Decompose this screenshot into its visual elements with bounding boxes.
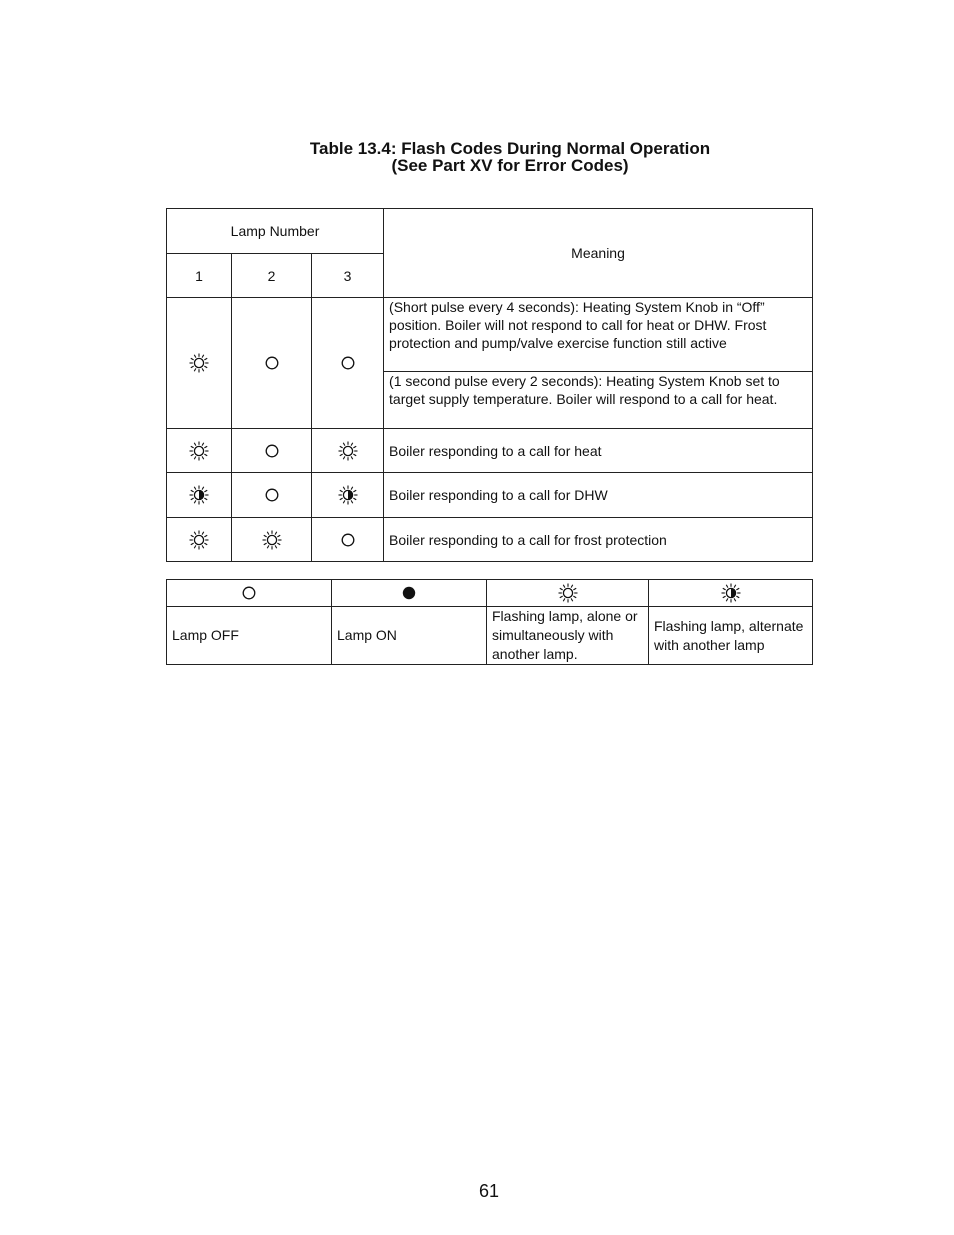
lamp-off-icon xyxy=(337,352,359,374)
flashing-lamp-icon xyxy=(337,440,359,462)
lamp-off-icon xyxy=(261,352,283,374)
legend-label-flashing: Flashing lamp, alone or simultaneously with another lamp. xyxy=(487,607,649,665)
lamp-off-icon xyxy=(261,484,283,506)
row-3-lamp-1 xyxy=(167,473,232,518)
legend-label-on: Lamp ON xyxy=(332,607,487,665)
legend-label-alternate: Flashing lamp, alternate with another lamp xyxy=(649,607,813,665)
row-3-lamp-2 xyxy=(232,473,312,518)
row-1-lamp-3 xyxy=(312,298,384,429)
page-number: 61 xyxy=(478,1181,500,1201)
lamp-off-icon xyxy=(261,440,283,462)
table-title xyxy=(160,140,860,174)
row-4-lamp-1 xyxy=(167,518,232,562)
alternate-flashing-lamp-icon xyxy=(337,484,359,506)
row-2-lamp-1 xyxy=(167,429,232,473)
alternate-flashing-lamp-icon xyxy=(720,582,742,604)
row-2-meaning: Boiler responding to a call for heat xyxy=(384,429,813,473)
legend-symbol-alternate xyxy=(649,580,813,607)
table-title-line-2: (See Part XV for Error Codes) xyxy=(391,156,629,175)
row-2-lamp-2 xyxy=(232,429,312,473)
row-4-meaning: Boiler responding to a call for frost protection xyxy=(384,518,813,562)
flashing-lamp-icon xyxy=(557,582,579,604)
legend-symbol-flashing xyxy=(487,580,649,607)
lamp-number-header: Lamp Number xyxy=(167,209,384,254)
row-1-meaning-a: (Short pulse every 4 seconds): Heating System Knob in “Off” position. Boiler will not respond to call for heat or DHW. Frost protection and pump/valve exercise function still active xyxy=(384,298,813,372)
row-2-lamp-3 xyxy=(312,429,384,473)
lamp-off-icon xyxy=(337,529,359,551)
lamp-on-icon xyxy=(398,582,420,604)
legend-symbol-on xyxy=(332,580,487,607)
row-3-lamp-3 xyxy=(312,473,384,518)
flash-codes-table xyxy=(166,208,813,562)
lamp-off-icon xyxy=(238,582,260,604)
row-4-lamp-3 xyxy=(312,518,384,562)
flashing-lamp-icon xyxy=(188,440,210,462)
row-1-lamp-2 xyxy=(232,298,312,429)
meaning-header: Meaning xyxy=(384,209,813,298)
row-4-lamp-2 xyxy=(232,518,312,562)
row-1-meaning-b: (1 second pulse every 2 seconds): Heating System Knob set to target supply temperature. Boiler will respond to a call for heat. xyxy=(384,372,813,429)
table-title-line-1: Table 13.4: Flash Codes During Normal Operation xyxy=(309,139,711,158)
row-1-lamp-1 xyxy=(167,298,232,429)
alternate-flashing-lamp-icon xyxy=(188,484,210,506)
legend-label-off: Lamp OFF xyxy=(167,607,332,665)
lamp-column-2: 2 xyxy=(232,254,312,298)
flashing-lamp-icon xyxy=(188,529,210,551)
flashing-lamp-icon xyxy=(261,529,283,551)
lamp-column-3: 3 xyxy=(312,254,384,298)
lamp-legend-table xyxy=(166,579,813,665)
flashing-lamp-icon xyxy=(188,352,210,374)
row-3-meaning: Boiler responding to a call for DHW xyxy=(384,473,813,518)
legend-symbol-off xyxy=(167,580,332,607)
lamp-column-1: 1 xyxy=(167,254,232,298)
